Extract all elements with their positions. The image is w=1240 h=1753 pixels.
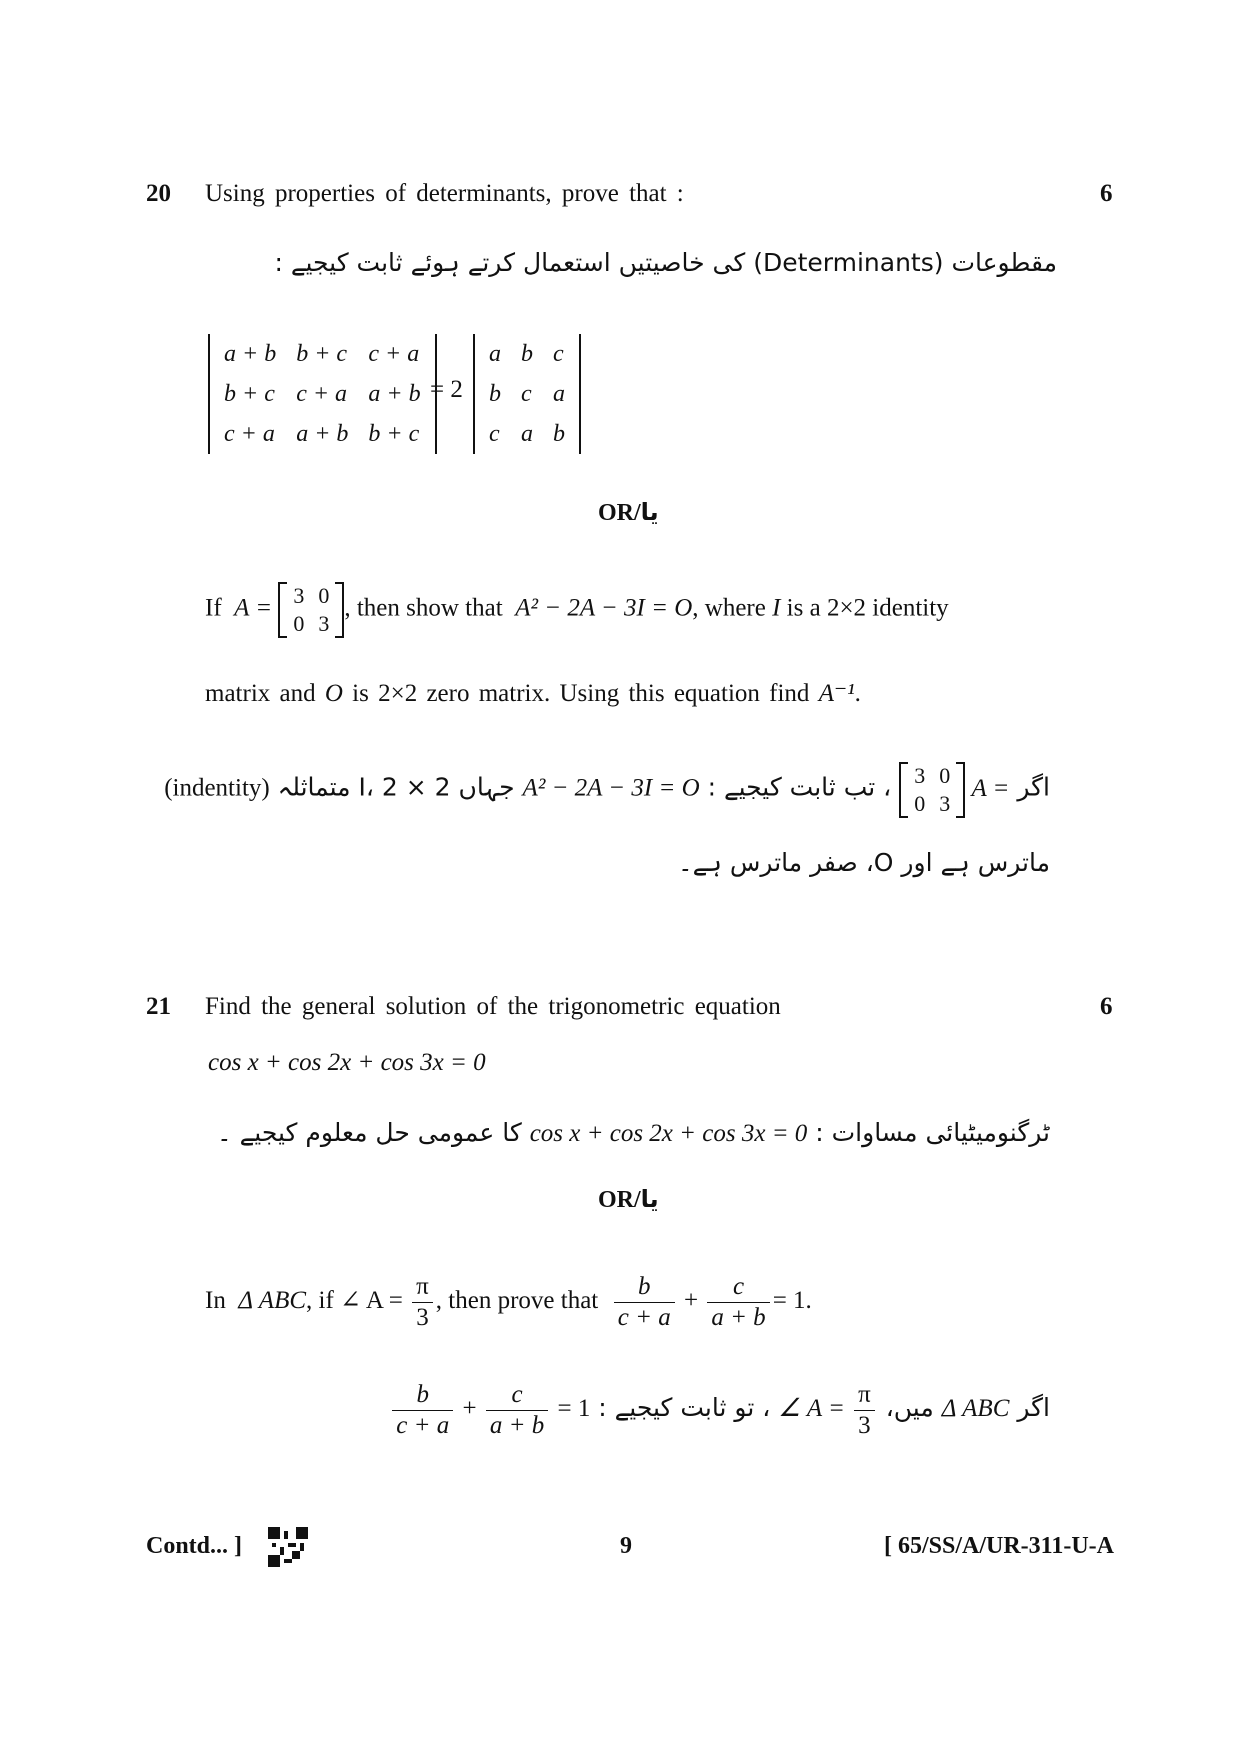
urdu-A-equals: A = [971,774,1010,802]
matrix-cell: 3 [914,763,926,788]
or-urdu-label: یا [640,1185,659,1213]
determinant-left [208,334,437,454]
matrix-cell: b + c [296,340,348,367]
matrix-cell: b [553,420,565,447]
question-number-21: 21 [146,993,171,1020]
matrix-row [479,334,575,374]
pi-over-3: $\frac{\pi}{3}$ [412,1272,433,1333]
then-show-text: , then show that [344,594,503,622]
matrix-A [278,582,344,638]
q21-alt-urdu-line: اگر Δ ABC میں، ∠ A = $\frac{\pi}{3}$ ، تو ثابت کیجیے : $\frac{b}{c + a}$ + $\frac{c}{a + b}$ = 1 [389,1380,1050,1441]
urdu-fraction-b: $\frac{b}{c + a}$ [392,1380,453,1441]
q20-english-text: Using properties of determinants, prove that : [205,180,684,207]
matrix-cell: b + c [224,380,275,407]
identity-text: is a 2×2 identity [786,594,949,622]
q21-marks: 6 [1100,993,1113,1020]
equals-two: = 2 [430,376,463,403]
matrix-cell: 3 [939,791,951,816]
triangle-abc: Δ ABC [238,1287,307,1315]
period: . [854,680,861,707]
A-inverse: A⁻¹ [818,680,855,707]
matrix-cell: b [489,380,501,407]
q21-english-text: Find the general solution of the trigonometric equation [205,993,781,1020]
matrix-cell: c + a [296,380,348,407]
q21-or-divider [598,1185,659,1214]
matrix-cell: c [489,420,500,447]
urdu-matrix-A [899,762,965,818]
or-label: OR/ [598,500,641,526]
urdu-find-solution: کا عمومی حل معلوم کیجیے ۔ [217,1118,522,1147]
q20-urdu-text: مقطوعات (Determinants) کی خاصیتیں استعمال کرتے ہوئے ثابت کیجیے : [274,248,1057,277]
paper-code: [ 65/SS/A/UR-311-U-A [883,1533,1114,1559]
matrix-cell: a + b [368,380,421,407]
matrix-cell: c [521,380,532,407]
or-label: OR/ [598,1187,641,1213]
determinant-right [473,334,581,454]
matrix-row [214,374,431,414]
urdu-triangle: Δ ABC [941,1395,1010,1423]
question-number-20: 20 [146,180,171,207]
q20-alt-urdu-line1 [164,762,1050,818]
equals-one: = 1. [772,1287,812,1315]
where-text: , where [692,594,766,622]
matrix-cell: a [489,340,501,367]
urdu-angle: ∠ A = [778,1395,845,1423]
in-text: In [205,1287,226,1315]
O-symbol: O [324,680,343,707]
q21-equation [208,1049,486,1077]
matrix-row [286,610,336,638]
matrix-cell: c + a [368,340,420,367]
matrix-cell: a [521,420,533,447]
qr-code-icon [268,1527,308,1567]
matrix-row [286,582,336,610]
page-number: 9 [620,1533,632,1559]
A-equals: A = [234,594,273,622]
then-prove-text: , then prove that [435,1287,599,1315]
urdu-where: جہاں I، 2 × 2 متماثلہ [277,772,515,802]
matrix-row [907,762,957,790]
urdu-if: اگر [1017,772,1050,802]
angle-condition: , if ∠ A = [306,1287,403,1315]
urdu-equation: A² − 2A − 3I = O [522,774,700,802]
q20-marks: 6 [1100,180,1113,207]
matrix-cell: a [553,380,565,407]
matrix-cell: 0 [293,611,305,636]
matrix-cell: 0 [318,583,330,608]
urdu-trig-label: ٹرگنومیٹیائی مساوات : [815,1118,1050,1147]
matrix-row [214,334,431,374]
matrix-cell: 3 [318,611,330,636]
matrix-cell: c + a [224,420,275,447]
matrix-cell: 3 [293,583,305,608]
matrix-cell: a + b [296,420,349,447]
contd-label: Contd... ] [146,1533,243,1559]
urdu-identity-word: (indentity) [164,774,270,802]
if-text: If [205,594,222,622]
q20-alt-line1 [205,582,949,638]
q20-alt-line2 [205,678,861,708]
matrix-row [479,374,575,414]
q20-or-divider [598,498,659,527]
trig-equation: cos x + cos 2x + cos 3x = 0 [208,1049,486,1076]
zero-matrix-text: is 2×2 zero matrix. Using this equation find [352,680,810,707]
urdu-trig-equation: cos x + cos 2x + cos 3x = 0 [529,1120,808,1147]
matrix-cell: 0 [939,763,951,788]
urdu-fraction-c: $\frac{c}{a + b}$ [486,1380,548,1441]
matrix-cell: 0 [914,791,926,816]
q21-alt-line [205,1272,812,1333]
fraction-b: $\frac{b}{c + a}$ [614,1272,675,1333]
matrix-cell: b + c [368,420,420,447]
urdu-then-prove: ، تو ثابت کیجیے : [598,1393,771,1423]
matrix-row [214,414,431,454]
q21-urdu-text [217,1118,1050,1148]
matrix-row [479,414,575,454]
matrix-cell: a + b [224,340,277,367]
matrix-cell: c [553,340,564,367]
urdu-then-prove: ، تب ثابت کیجیے : [707,772,892,802]
fraction-c: $\frac{c}{a + b}$ [707,1272,769,1333]
plus: + [683,1287,699,1315]
urdu-if: اگر [1017,1393,1050,1423]
urdu-pi-over-3: $\frac{\pi}{3}$ [854,1380,875,1441]
q20-alt-urdu-line2: ماترس ہے اور O، صفر ماترس ہے۔ [677,848,1050,877]
matrix-equation: A² − 2A − 3I = O [515,594,693,622]
or-urdu-label: یا [640,498,659,526]
urdu-in: میں، [885,1393,934,1423]
matrix-and-text: matrix and [205,680,316,707]
matrix-row [907,790,957,818]
I-symbol: I [772,594,781,622]
matrix-cell: b [521,340,533,367]
